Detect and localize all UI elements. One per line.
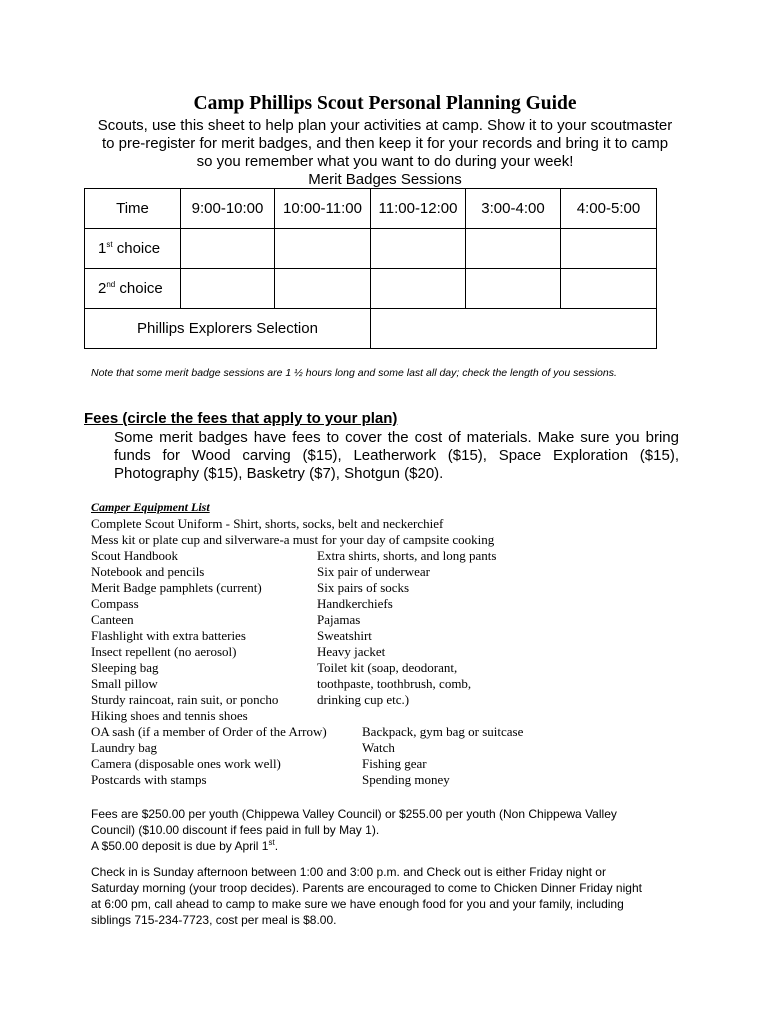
intro-text	[60, 117, 710, 189]
equipment-item: Laundry bag	[91, 740, 158, 755]
equipment-item: Small pillow	[91, 676, 158, 691]
choice-cell[interactable]	[275, 269, 371, 309]
fees-text: Some merit badges have fees to cover the cost of materials. Make sure you bring funds for Wood carving ($15), Leatherwork ($15), Space Exploration ($15), Photography ($15), Basketry ($7), Shotgun ($20).	[114, 429, 679, 482]
fees-info-line: Fees are $250.00 per youth (Chippewa Valley Council) or $255.00 per youth (Non Chippewa Valley	[91, 807, 617, 821]
equipment-item: Spending money	[362, 772, 450, 787]
slot-header: 4:00-5:00	[561, 189, 657, 229]
slot-header: 11:00-12:00	[371, 189, 466, 229]
sessions-note: Note that some merit badge sessions are 1 ½ hours long and some last all day; check the length of you sessions.	[91, 367, 617, 379]
choice-cell[interactable]	[275, 229, 371, 269]
schedule-header-row	[85, 189, 657, 229]
slot-header: 9:00-10:00	[181, 189, 275, 229]
explorers-label: Phillips Explorers Selection	[85, 309, 371, 349]
equipment-left-column	[91, 548, 327, 788]
first-choice-label: 1st choice	[85, 229, 181, 269]
equipment-heading: Camper Equipment List	[91, 500, 210, 514]
fees-heading: Fees (circle the fees that apply to your plan)	[84, 410, 398, 427]
checkin-line: Saturday morning (your troop decides). Parents are encouraged to come to Chicken Dinner Friday night	[91, 881, 642, 895]
equipment-item: Six pairs of socks	[317, 580, 410, 595]
slot-header: 3:00-4:00	[466, 189, 561, 229]
explorers-cell[interactable]	[371, 309, 657, 349]
schedule-table	[84, 188, 657, 349]
equipment-item: Mess kit or plate cup and silverware-a must for your day of campsite cooking	[91, 532, 495, 547]
equipment-item: Backpack, gym bag or suitcase	[362, 724, 524, 739]
time-header: Time	[85, 189, 181, 229]
equipment-item: Complete Scout Uniform - Shirt, shorts, socks, belt and neckerchief	[91, 516, 444, 531]
intro-line: to pre-register for merit badges, and then keep it for your records and bring it to camp	[101, 135, 669, 152]
equipment-item: Postcards with stamps	[91, 772, 207, 787]
choice-cell[interactable]	[466, 229, 561, 269]
deposit-line: A $50.00 deposit is due by April 1st.	[91, 838, 279, 853]
equipment-item: Camera (disposable ones work well)	[91, 756, 281, 771]
choice-cell[interactable]	[561, 229, 657, 269]
equipment-item: Watch	[362, 740, 395, 755]
choice-cell[interactable]	[371, 269, 466, 309]
checkin-line: at 6:00 pm, call ahead to camp to make sure we have enough food for you and your family, including	[91, 897, 624, 911]
checkin-line: siblings 715-234-7723, cost per meal is $8.00.	[91, 913, 337, 927]
intro-line: so you remember what you want to do during your week!	[196, 153, 574, 170]
equipment-item: Six pair of underwear	[317, 564, 430, 579]
equipment-item: Scout Handbook	[91, 548, 179, 563]
equipment-item: Sturdy raincoat, rain suit, or poncho	[91, 692, 279, 707]
second-choice-label: 2nd choice	[85, 269, 181, 309]
equipment-item: Pajamas	[317, 612, 361, 627]
equipment-item: Heavy jacket	[317, 644, 386, 659]
equipment-right-column-a	[317, 548, 496, 708]
equipment-item: drinking cup etc.)	[317, 692, 410, 707]
choice-cell[interactable]	[561, 269, 657, 309]
intro-line: Scouts, use this sheet to help plan your activities at camp. Show it to your scoutmaster	[97, 117, 673, 134]
equipment-item: Notebook and pencils	[91, 564, 205, 579]
equipment-item: Sleeping bag	[91, 660, 159, 675]
explorers-row	[85, 309, 657, 349]
equipment-item: Handkerchiefs	[317, 596, 393, 611]
equipment-item: Hiking shoes and tennis shoes	[91, 708, 248, 723]
equipment-item: toothpaste, toothbrush, comb,	[317, 676, 472, 691]
equipment-item: Insect repellent (no aerosol)	[91, 644, 237, 659]
slot-header: 10:00-11:00	[275, 189, 371, 229]
choice-cell[interactable]	[371, 229, 466, 269]
checkin-info	[91, 864, 691, 928]
equipment-item: Canteen	[91, 612, 134, 627]
choice-cell[interactable]	[181, 269, 275, 309]
equipment-item: Compass	[91, 596, 139, 611]
second-choice-row	[85, 269, 657, 309]
fees-info-line: Council) ($10.00 discount if fees paid in full by May 1).	[91, 823, 380, 837]
equipment-item: Fishing gear	[362, 756, 427, 771]
equipment-item: Toilet kit (soap, deodorant,	[317, 660, 458, 675]
equipment-item: Extra shirts, shorts, and long pants	[317, 548, 497, 563]
equipment-full-lines	[91, 516, 494, 548]
equipment-item: OA sash (if a member of Order of the Arrow)	[91, 724, 327, 739]
sessions-caption: Merit Badges Sessions	[308, 171, 462, 188]
choice-cell[interactable]	[181, 229, 275, 269]
fees-info	[91, 806, 691, 854]
equipment-item: Merit Badge pamphlets (current)	[91, 580, 262, 595]
equipment-item: Sweatshirt	[317, 628, 372, 643]
first-choice-row	[85, 229, 657, 269]
page-title: Camp Phillips Scout Personal Planning Guide	[193, 93, 577, 114]
equipment-item: Flashlight with extra batteries	[91, 628, 246, 643]
equipment-right-column-b	[362, 724, 523, 788]
choice-cell[interactable]	[466, 269, 561, 309]
checkin-line: Check in is Sunday afternoon between 1:00 and 3:00 p.m. and Check out is either Friday night or	[91, 865, 606, 879]
